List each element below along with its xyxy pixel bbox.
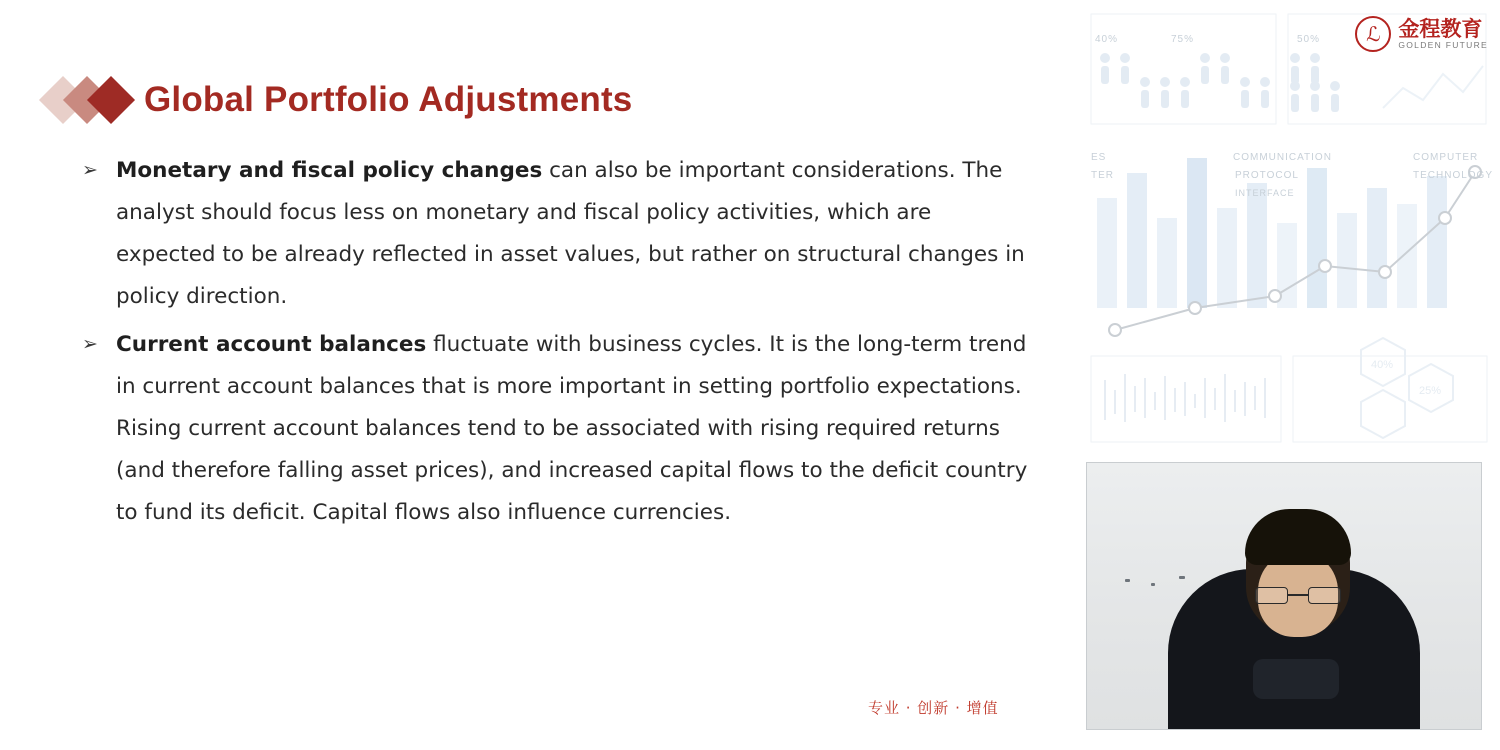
svg-text:ES: ES [1091, 152, 1107, 163]
infographic-svg [1083, 8, 1495, 448]
person-hair [1245, 509, 1351, 565]
bullet-body-text: fluctuate with business cycles. It is the long-term trend in current account balances that is more important in setting portfolio expectations. [116, 332, 1027, 399]
bullet-lead-text: Current account balances [116, 332, 427, 357]
bullet-arrow-icon: ➢ [82, 334, 98, 355]
instructor-video-tile[interactable] [1086, 462, 1482, 730]
glasses-lens-right [1308, 587, 1341, 604]
svg-text:TECHNOLOGY: TECHNOLOGY [1413, 170, 1494, 181]
noise-speck [1151, 583, 1155, 586]
svg-text:TER: TER [1091, 170, 1114, 181]
logo-name-cn: 金程教育 [1398, 16, 1483, 41]
bullet-item [78, 324, 1028, 534]
glasses-bridge [1288, 594, 1308, 596]
slide-title-row [46, 80, 632, 120]
svg-text:40%: 40% [1371, 359, 1394, 371]
svg-text:COMPUTER: COMPUTER [1413, 152, 1479, 163]
bullet-item [78, 150, 1028, 318]
bullet-body-text: tend to be associated with rising required returns (and therefore [116, 416, 1000, 483]
slide-body [78, 150, 1028, 540]
page-title: Global Portfolio Adjustments [144, 80, 633, 119]
brand-logo [1355, 16, 1488, 52]
glasses-icon [1255, 587, 1341, 604]
right-panel [1075, 0, 1500, 750]
bullet-body-text: , and increased capital flows to the deficit country to fund its deficit. Capital flows also influence currencies. [116, 458, 1028, 525]
svg-text:25%: 25% [1419, 385, 1442, 397]
slide-footer-tagline: 专业 · 创新 · 增值 [868, 699, 999, 717]
annotation-underline-text: Rising current account balances [116, 416, 461, 441]
logo-seal-icon: ℒ [1355, 16, 1391, 52]
bullet-arrow-icon: ➢ [82, 160, 98, 181]
annotation-underline-text: already reflected in asset values, [284, 242, 642, 267]
annotation-underline-text: falling asset prices) [277, 458, 488, 483]
logo-text-block [1398, 18, 1488, 50]
decorative-infographic [1083, 8, 1495, 448]
bullet-body-text: can also be important considerations. The analyst should focus less on monetary and fiscal policy activities, which are expected to be [116, 158, 1003, 267]
person-collar [1253, 659, 1339, 699]
svg-text:75%: 75% [1171, 34, 1195, 45]
svg-text:COMMUNICATION: COMMUNICATION [1233, 152, 1332, 163]
bullet-lead-text: Monetary and fiscal policy changes [116, 158, 543, 183]
logo-name-en: GOLDEN FUTURE [1398, 40, 1488, 51]
bullet-body-text: but rather on [641, 242, 798, 267]
svg-text:40%: 40% [1095, 34, 1119, 45]
bullet-paragraph [116, 324, 1028, 534]
svg-text:INTERFACE: INTERFACE [1235, 188, 1295, 198]
noise-speck [1179, 576, 1185, 579]
svg-text:50%: 50% [1297, 34, 1321, 45]
annotation-underline-text: structural changes in policy direction. [116, 242, 1025, 309]
noise-speck [1125, 579, 1130, 582]
svg-text:PROTOCOL: PROTOCOL [1235, 170, 1299, 181]
glasses-lens-left [1255, 587, 1288, 604]
bullet-paragraph [116, 150, 1028, 318]
